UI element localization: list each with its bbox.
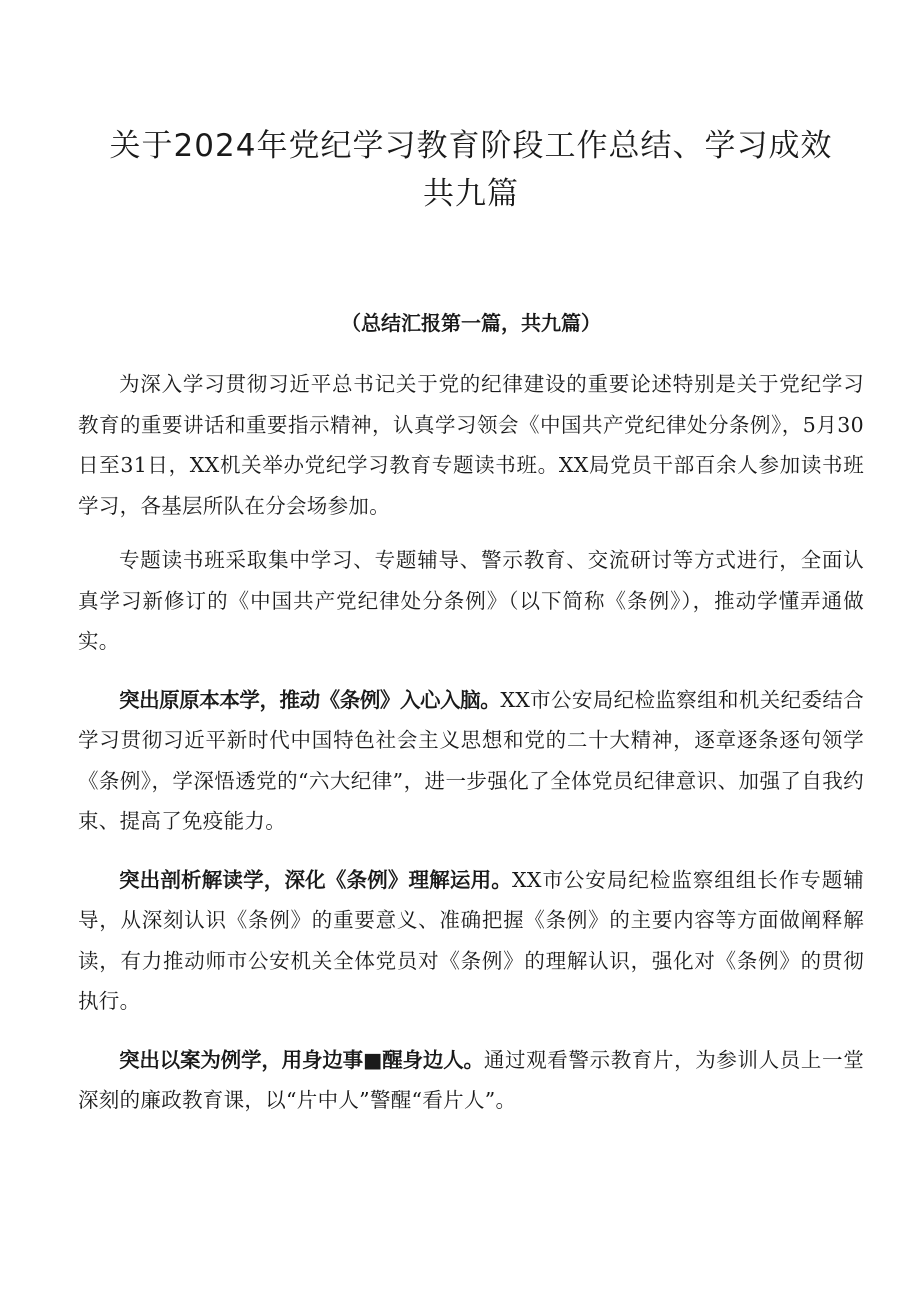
paragraph-2-text: 专题读书班采取集中学习、专题辅导、警示教育、交流研讨等方式进行，全面认真学习新修订的《中国共产党纪律处分条例》（以下简称《条例》），推动学懂弄通做实。 — [78, 548, 864, 653]
title-line-1: 关于2024年党纪学习教育阶段工作总结、学习成效 — [109, 128, 833, 164]
paragraph-1 — [78, 364, 864, 526]
paragraph-3 — [78, 680, 864, 842]
paragraph-4-text: XX市公安局纪检监察组组长作专题辅导，从深刻认识《条例》的重要意义、准确把握《条例》的主要内容等方面做阐释解读，有力推动师市公安机关全体党员对《条例》的理解认识，强化对《条例》的贯彻执行。 — [78, 867, 864, 1013]
document-title — [78, 122, 864, 218]
paragraph-2 — [78, 540, 864, 662]
paragraph-3-lead: 突出原原本本学，推动《条例》入心入脑。 — [119, 687, 501, 712]
paragraph-5 — [78, 1040, 864, 1121]
paragraph-5-text: 通过观看警示教育片，为参训人员上一堂深刻的廉政教育课，以“片中人”警醒“看片人”。 — [78, 1047, 864, 1112]
paragraph-3-text: XX市公安局纪检监察组和机关纪委结合学习贯彻习近平新时代中国特色社会主义思想和党的二十大精神，逐章逐条逐句领学《条例》，学深悟透党的“六大纪律”，进一步强化了全体党员纪律意识、加强了自我约束、提高了免疫能力。 — [78, 687, 864, 833]
paragraph-4-lead: 突出剖析解读学，深化《条例》理解运用。 — [119, 867, 512, 892]
title-line-2: 共九篇 — [423, 176, 519, 212]
paragraph-5-lead: 突出以案为例学，用身边事■醒身边人。 — [119, 1047, 484, 1072]
paragraph-1-text: 为深入学习贯彻习近平总书记关于党的纪律建设的重要论述特别是关于党纪学习教育的重要讲话和重要指示精神，认真学习领会《中国共产党纪律处分条例》，5月30日至31日，XX机关举办党纪学习教育专题读书班。XX局党员干部百余人参加读书班学习，各基层所队在分会场参加。 — [78, 372, 864, 518]
paragraph-4 — [78, 860, 864, 1022]
document-subtitle: （总结汇报第一篇，共九篇） — [341, 311, 601, 335]
